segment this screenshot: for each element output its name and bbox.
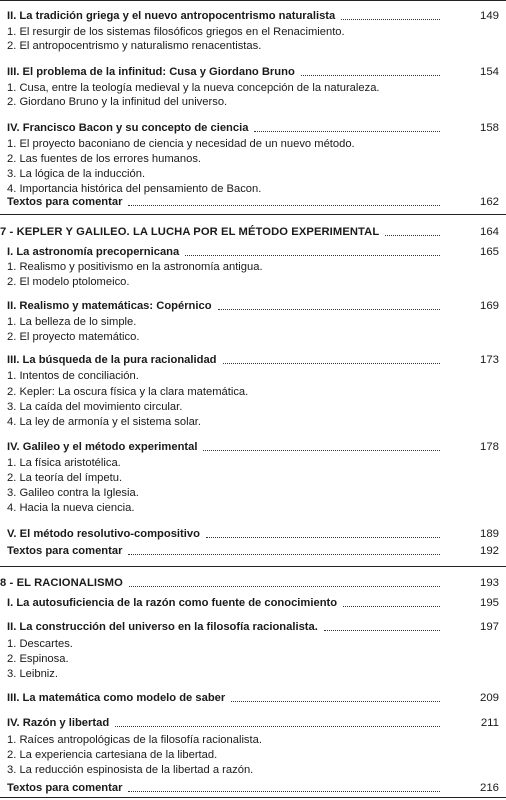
chapter-title: 8 - EL RACIONALISMO: [0, 577, 123, 589]
section-title: IV. Razón y libertad: [7, 717, 110, 729]
horizontal-rule: [0, 0, 506, 1]
toc-subitem-row: [0, 261, 506, 275]
subitem-text: 3. La lógica de la inducción.: [7, 168, 146, 180]
toc-subitem-row: [0, 487, 506, 501]
toc-section-row: [0, 717, 506, 731]
page-number: 197: [479, 621, 499, 633]
subitem-text: 3. Galileo contra la Iglesia.: [7, 487, 139, 499]
dot-leader: [254, 131, 440, 132]
toc-subitem-row: [0, 370, 506, 384]
dot-leader: [218, 309, 440, 310]
page-number: 164: [479, 226, 499, 238]
subitem-text: 2. El modelo ptolomeico.: [7, 276, 130, 288]
page-number: 192: [479, 545, 499, 557]
toc-section-row: [0, 196, 506, 210]
section-title: IV. Francisco Bacon y su concepto de ciencia: [7, 122, 249, 134]
page-number: 162: [479, 196, 499, 208]
toc-subitem-row: [0, 386, 506, 400]
subitem-text: 4. Hacia la nueva ciencia.: [7, 502, 135, 514]
page-number: 209: [479, 692, 499, 704]
toc-subitem-row: [0, 168, 506, 182]
section-title: Textos para comentar: [7, 196, 123, 208]
dot-leader: [223, 363, 440, 364]
dot-leader: [231, 701, 440, 702]
toc-subitem-row: [0, 331, 506, 345]
page-number: 216: [479, 782, 499, 794]
subitem-text: 3. La reducción espinosista de la libertad a razón.: [7, 764, 254, 776]
subitem-text: 2. Kepler: La oscura física y la clara matemática.: [7, 386, 249, 398]
dot-leader: [128, 791, 440, 792]
toc-subitem-row: [0, 668, 506, 682]
toc-section-row: [0, 621, 506, 635]
section-title: V. El método resolutivo-compositivo: [7, 528, 200, 540]
toc-section-row: [0, 300, 506, 314]
dot-leader: [115, 726, 440, 727]
toc-subitem-row: [0, 416, 506, 430]
dot-leader: [128, 554, 440, 555]
subitem-text: 1. Intentos de conciliación.: [7, 370, 139, 382]
toc-section-row: [0, 545, 506, 559]
toc-subitem-row: [0, 401, 506, 415]
subitem-text: 2. Las fuentes de los errores humanos.: [7, 153, 202, 165]
toc-subitem-row: [0, 183, 506, 197]
dot-leader: [341, 19, 440, 20]
section-title: II. La tradición griega y el nuevo antropocentrismo naturalista: [7, 10, 336, 22]
section-title: II. Realismo y matemáticas: Copérnico: [7, 300, 212, 312]
horizontal-rule: [0, 566, 506, 567]
section-title: I. La autosuficiencia de la razón como fuente de conocimiento: [7, 597, 338, 609]
subitem-text: 3. La caída del movimiento circular.: [7, 401, 183, 413]
toc-section-row: [0, 441, 506, 455]
section-title: III. La matemática como modelo de saber: [7, 692, 226, 704]
dot-leader: [185, 255, 440, 256]
page-number: 154: [479, 66, 499, 78]
toc-section-row: [0, 782, 506, 796]
subitem-text: 2. La experiencia cartesiana de la libertad.: [7, 749, 218, 761]
subitem-text: 2. El proyecto matemático.: [7, 331, 140, 343]
toc-subitem-row: [0, 653, 506, 667]
section-title: III. El problema de la infinitud: Cusa y Giordano Bruno: [7, 66, 295, 78]
toc-section-row: [0, 122, 506, 136]
toc-subitem-row: [0, 40, 506, 54]
toc-subitem-row: [0, 276, 506, 290]
dot-leader: [385, 235, 440, 236]
subitem-text: 2. Giordano Bruno y la infinitud del universo.: [7, 96, 228, 108]
toc-subitem-row: [0, 316, 506, 330]
toc-subitem-row: [0, 457, 506, 471]
toc-subitem-row: [0, 638, 506, 652]
page-number: 158: [479, 122, 499, 134]
toc-chapter-row: [0, 226, 506, 240]
toc-section-row: [0, 597, 506, 611]
subitem-text: 1. Descartes.: [7, 638, 73, 650]
toc-subitem-row: [0, 26, 506, 40]
toc-subitem-row: [0, 153, 506, 167]
page-number: 189: [479, 528, 499, 540]
page-number: 178: [479, 441, 499, 453]
page-number: 165: [479, 246, 499, 258]
dot-leader: [324, 630, 440, 631]
toc-section-row: [0, 528, 506, 542]
page-number: 193: [479, 577, 499, 589]
subitem-text: 1. Cusa, entre la teología medieval y la nueva concepción de la naturaleza.: [7, 82, 380, 94]
horizontal-rule: [0, 214, 506, 215]
subitem-text: 1. Raíces antropológicas de la filosofía racionalista.: [7, 734, 262, 746]
toc-subitem-row: [0, 472, 506, 486]
page-number: 173: [479, 354, 499, 366]
dot-leader: [206, 537, 440, 538]
dot-leader: [129, 586, 440, 587]
toc-section-row: [0, 246, 506, 260]
section-title: IV. Galileo y el método experimental: [7, 441, 198, 453]
subitem-text: 1. El proyecto baconiano de ciencia y necesidad de un nuevo método.: [7, 138, 355, 150]
toc-section-row: [0, 66, 506, 80]
page-number: 195: [479, 597, 499, 609]
dot-leader: [343, 606, 440, 607]
subitem-text: 2. Espinosa.: [7, 653, 69, 665]
toc-section-row: [0, 354, 506, 368]
toc-subitem-row: [0, 502, 506, 516]
subitem-text: 1. La física aristotélica.: [7, 457, 121, 469]
toc-subitem-row: [0, 96, 506, 110]
subitem-text: 2. El antropocentrismo y naturalismo renacentistas.: [7, 40, 262, 52]
toc-subitem-row: [0, 764, 506, 778]
dot-leader: [203, 450, 440, 451]
subitem-text: 1. Realismo y positivismo en la astronomía antigua.: [7, 261, 263, 273]
subitem-text: 4. La ley de armonía y el sistema solar.: [7, 416, 202, 428]
toc-chapter-row: [0, 577, 506, 591]
page-number: 149: [479, 10, 499, 22]
subitem-text: 3. Leibniz.: [7, 668, 58, 680]
dot-leader: [128, 205, 440, 206]
section-title: Textos para comentar: [7, 782, 123, 794]
section-title: III. La búsqueda de la pura racionalidad: [7, 354, 217, 366]
page-number: 211: [480, 717, 499, 729]
subitem-text: 1. El resurgir de los sistemas filosóficos griegos en el Renacimiento.: [7, 26, 345, 38]
dot-leader: [301, 75, 440, 76]
toc-section-row: [0, 692, 506, 706]
horizontal-rule: [0, 797, 506, 798]
toc-subitem-row: [0, 734, 506, 748]
page-number: 169: [479, 300, 499, 312]
toc-section-row: [0, 10, 506, 24]
section-title: II. La construcción del universo en la filosofía racionalista.: [7, 621, 318, 633]
subitem-text: 1. La belleza de lo simple.: [7, 316, 137, 328]
toc-subitem-row: [0, 138, 506, 152]
toc-subitem-row: [0, 82, 506, 96]
chapter-title: 7 - KEPLER Y GALILEO. LA LUCHA POR EL MÉTODO EXPERIMENTAL: [0, 226, 380, 238]
subitem-text: 4. Importancia histórica del pensamiento de Bacon.: [7, 183, 262, 195]
toc-subitem-row: [0, 749, 506, 763]
subitem-text: 2. La teoría del ímpetu.: [7, 472, 123, 484]
section-title: Textos para comentar: [7, 545, 123, 557]
section-title: I. La astronomía precopernicana: [7, 246, 180, 258]
